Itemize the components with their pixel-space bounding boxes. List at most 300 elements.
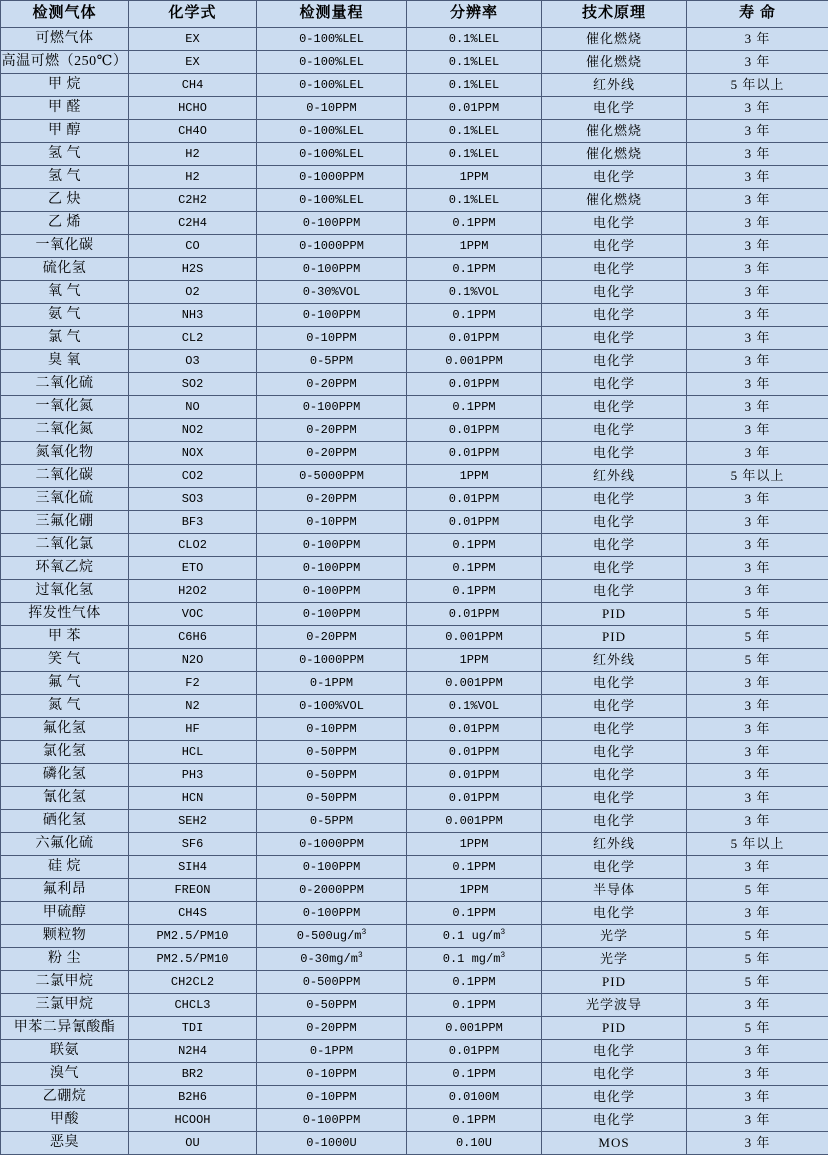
cell-lifetime: 3 年 [687, 787, 828, 810]
cell-range: 0-1000PPM [257, 649, 407, 672]
cell-resolution: 0.1PPM [407, 212, 542, 235]
cell-resolution: 0.1PPM [407, 1109, 542, 1132]
cell-resolution: 0.01PPM [407, 511, 542, 534]
table-row [1, 1063, 828, 1086]
table-row [1, 672, 828, 695]
cell-formula: FREON [129, 879, 257, 902]
cell-technology: 电化学 [542, 580, 687, 603]
cell-range: 0-10PPM [257, 1086, 407, 1109]
cell-technology: 电化学 [542, 741, 687, 764]
cell-range: 0-30%VOL [257, 281, 407, 304]
cell-resolution: 0.01PPM [407, 1040, 542, 1063]
cell-gas-name: 硫化氢 [1, 258, 129, 281]
table-row [1, 879, 828, 902]
cell-range: 0-50PPM [257, 741, 407, 764]
cell-range: 0-1000PPM [257, 833, 407, 856]
cell-range: 0-20PPM [257, 442, 407, 465]
cell-range: 0-100%LEL [257, 143, 407, 166]
cell-lifetime: 5 年 [687, 626, 828, 649]
cell-range: 0-50PPM [257, 994, 407, 1017]
table-row [1, 718, 828, 741]
cell-resolution: 0.001PPM [407, 626, 542, 649]
cell-gas-name: 硅 烷 [1, 856, 129, 879]
cell-formula: PH3 [129, 764, 257, 787]
cell-lifetime: 3 年 [687, 1040, 828, 1063]
cell-formula: SO3 [129, 488, 257, 511]
cell-technology: 光学 [542, 948, 687, 971]
cell-technology: 电化学 [542, 902, 687, 925]
cell-lifetime: 3 年 [687, 143, 828, 166]
cell-lifetime: 3 年 [687, 741, 828, 764]
cell-resolution: 0.1PPM [407, 580, 542, 603]
table-row [1, 166, 828, 189]
cell-lifetime: 3 年 [687, 902, 828, 925]
cell-lifetime: 5 年 [687, 948, 828, 971]
cell-gas-name: 乙 烯 [1, 212, 129, 235]
cell-lifetime: 3 年 [687, 1109, 828, 1132]
cell-formula: N2O [129, 649, 257, 672]
cell-technology: 电化学 [542, 718, 687, 741]
cell-resolution: 1PPM [407, 166, 542, 189]
cell-gas-name: 三氧化硫 [1, 488, 129, 511]
cell-formula: NH3 [129, 304, 257, 327]
cell-technology: 电化学 [542, 1086, 687, 1109]
table-row [1, 787, 828, 810]
cell-formula: H2S [129, 258, 257, 281]
cell-technology: 催化燃烧 [542, 120, 687, 143]
cell-formula: BF3 [129, 511, 257, 534]
cell-range: 0-100PPM [257, 580, 407, 603]
table-row [1, 120, 828, 143]
cell-formula: F2 [129, 672, 257, 695]
cell-range: 0-100PPM [257, 396, 407, 419]
cell-resolution: 0.01PPM [407, 327, 542, 350]
cell-technology: 催化燃烧 [542, 189, 687, 212]
table-row [1, 419, 828, 442]
cell-lifetime: 3 年 [687, 212, 828, 235]
cell-gas-name: 联氨 [1, 1040, 129, 1063]
cell-formula: SEH2 [129, 810, 257, 833]
cell-gas-name: 磷化氢 [1, 764, 129, 787]
table-row [1, 97, 828, 120]
cell-range: 0-100PPM [257, 258, 407, 281]
header-row [1, 1, 828, 28]
cell-resolution: 0.1PPM [407, 304, 542, 327]
cell-lifetime: 3 年 [687, 327, 828, 350]
cell-lifetime: 3 年 [687, 97, 828, 120]
cell-lifetime: 3 年 [687, 419, 828, 442]
table-row [1, 1017, 828, 1040]
cell-range: 0-100PPM [257, 212, 407, 235]
table-row [1, 1109, 828, 1132]
cell-formula: NO2 [129, 419, 257, 442]
cell-formula: SIH4 [129, 856, 257, 879]
cell-lifetime: 3 年 [687, 718, 828, 741]
cell-formula: CO2 [129, 465, 257, 488]
cell-formula: PM2.5/PM10 [129, 948, 257, 971]
cell-gas-name: 甲苯二异氰酸酯 [1, 1017, 129, 1040]
cell-lifetime: 5 年 [687, 879, 828, 902]
column-header-formula: 化学式 [129, 1, 257, 28]
cell-resolution: 0.1%LEL [407, 143, 542, 166]
cell-lifetime: 3 年 [687, 281, 828, 304]
table-row [1, 143, 828, 166]
cell-technology: 红外线 [542, 649, 687, 672]
cell-range: 0-100%LEL [257, 28, 407, 51]
cell-formula: HCOOH [129, 1109, 257, 1132]
cell-resolution: 0.001PPM [407, 1017, 542, 1040]
cell-range: 0-10PPM [257, 97, 407, 120]
cell-resolution: 0.01PPM [407, 419, 542, 442]
table-row [1, 74, 828, 97]
cell-technology: 电化学 [542, 419, 687, 442]
cell-resolution: 0.01PPM [407, 764, 542, 787]
table-row [1, 304, 828, 327]
cell-formula: TDI [129, 1017, 257, 1040]
cell-range: 0-100PPM [257, 557, 407, 580]
cell-range: 0-5PPM [257, 350, 407, 373]
cell-range: 0-100PPM [257, 1109, 407, 1132]
cell-technology: 催化燃烧 [542, 51, 687, 74]
cell-lifetime: 3 年 [687, 396, 828, 419]
cell-resolution: 0.1%LEL [407, 74, 542, 97]
cell-formula: BR2 [129, 1063, 257, 1086]
table-row [1, 281, 828, 304]
cell-gas-name: 氮氧化物 [1, 442, 129, 465]
cell-gas-name: 氟化氢 [1, 718, 129, 741]
cell-technology: 电化学 [542, 442, 687, 465]
cell-gas-name: 甲 烷 [1, 74, 129, 97]
table-row [1, 511, 828, 534]
cell-range: 0-1PPM [257, 672, 407, 695]
cell-lifetime: 3 年 [687, 189, 828, 212]
table-row [1, 649, 828, 672]
cell-technology: 电化学 [542, 787, 687, 810]
table-header [1, 1, 828, 28]
cell-lifetime: 3 年 [687, 28, 828, 51]
cell-range: $0-30mg/m^3$ [257, 948, 407, 971]
cell-resolution: 1PPM [407, 833, 542, 856]
cell-lifetime: 3 年 [687, 511, 828, 534]
cell-technology: 电化学 [542, 1109, 687, 1132]
cell-gas-name: 甲 苯 [1, 626, 129, 649]
cell-lifetime: 3 年 [687, 166, 828, 189]
cell-gas-name: 溴气 [1, 1063, 129, 1086]
cell-resolution: 0.1PPM [407, 396, 542, 419]
table-row [1, 212, 828, 235]
cell-range: 0-100%LEL [257, 74, 407, 97]
cell-lifetime: 3 年 [687, 672, 828, 695]
cell-formula: N2H4 [129, 1040, 257, 1063]
cell-range: 0-100%VOL [257, 695, 407, 718]
cell-resolution: 0.01PPM [407, 787, 542, 810]
cell-formula: H2O2 [129, 580, 257, 603]
cell-technology: 电化学 [542, 557, 687, 580]
table-row [1, 902, 828, 925]
table-row [1, 350, 828, 373]
cell-technology: 电化学 [542, 1040, 687, 1063]
cell-formula: H2 [129, 143, 257, 166]
cell-technology: 电化学 [542, 672, 687, 695]
cell-resolution: 0.1PPM [407, 994, 542, 1017]
cell-technology: 电化学 [542, 166, 687, 189]
table-row [1, 810, 828, 833]
cell-resolution: 0.1%LEL [407, 120, 542, 143]
cell-lifetime: 3 年 [687, 764, 828, 787]
table-row [1, 258, 828, 281]
table-row [1, 741, 828, 764]
cell-formula: CL2 [129, 327, 257, 350]
cell-gas-name: 氯化氢 [1, 741, 129, 764]
cell-technology: 电化学 [542, 235, 687, 258]
cell-formula: CH4 [129, 74, 257, 97]
table-row [1, 925, 828, 948]
cell-formula: CHCL3 [129, 994, 257, 1017]
cell-range: 0-100%LEL [257, 120, 407, 143]
cell-resolution: 1PPM [407, 235, 542, 258]
cell-resolution: 0.1PPM [407, 856, 542, 879]
column-header-gas: 检测气体 [1, 1, 129, 28]
cell-technology: 电化学 [542, 534, 687, 557]
cell-resolution: 0.01PPM [407, 97, 542, 120]
cell-lifetime: 3 年 [687, 695, 828, 718]
cell-range: $0-500ug/m^3$ [257, 925, 407, 948]
cell-gas-name: 二氧化硫 [1, 373, 129, 396]
cell-gas-name: 臭 氧 [1, 350, 129, 373]
table-row [1, 534, 828, 557]
cell-resolution: 0.1 $mg/m^3$ [407, 948, 542, 971]
table-body [1, 28, 828, 1155]
cell-technology: PID [542, 603, 687, 626]
cell-technology: 电化学 [542, 810, 687, 833]
cell-lifetime: 3 年 [687, 258, 828, 281]
cell-technology: PID [542, 1017, 687, 1040]
table-row [1, 1132, 828, 1155]
table-row [1, 189, 828, 212]
cell-gas-name: 氯 气 [1, 327, 129, 350]
cell-range: 0-10PPM [257, 718, 407, 741]
table-row [1, 51, 828, 74]
cell-formula: NOX [129, 442, 257, 465]
cell-range: 0-1PPM [257, 1040, 407, 1063]
cell-range: 0-50PPM [257, 764, 407, 787]
cell-technology: 电化学 [542, 373, 687, 396]
cell-lifetime: 5 年以上 [687, 74, 828, 97]
cell-formula: N2 [129, 695, 257, 718]
cell-technology: 电化学 [542, 212, 687, 235]
cell-gas-name: 甲硫醇 [1, 902, 129, 925]
cell-lifetime: 3 年 [687, 373, 828, 396]
cell-lifetime: 3 年 [687, 1086, 828, 1109]
cell-resolution: 0.01PPM [407, 488, 542, 511]
cell-resolution: 0.001PPM [407, 810, 542, 833]
cell-resolution: 1PPM [407, 879, 542, 902]
cell-lifetime: 3 年 [687, 580, 828, 603]
table-row [1, 695, 828, 718]
cell-resolution: 0.1%VOL [407, 281, 542, 304]
cell-technology: 红外线 [542, 833, 687, 856]
cell-technology: MOS [542, 1132, 687, 1155]
cell-technology: PID [542, 971, 687, 994]
cell-technology: 电化学 [542, 488, 687, 511]
cell-gas-name: 氨 气 [1, 304, 129, 327]
cell-gas-name: 笑 气 [1, 649, 129, 672]
cell-resolution: 1PPM [407, 649, 542, 672]
table-row [1, 603, 828, 626]
cell-resolution: 0.1%VOL [407, 695, 542, 718]
cell-lifetime: 5 年 [687, 649, 828, 672]
cell-formula: H2 [129, 166, 257, 189]
table-row [1, 488, 828, 511]
cell-technology: 红外线 [542, 74, 687, 97]
cell-gas-name: 氟 气 [1, 672, 129, 695]
cell-lifetime: 3 年 [687, 51, 828, 74]
cell-formula: O3 [129, 350, 257, 373]
cell-gas-name: 三氯甲烷 [1, 994, 129, 1017]
cell-range: 0-5000PPM [257, 465, 407, 488]
cell-technology: 电化学 [542, 97, 687, 120]
cell-gas-name: 二氧化氮 [1, 419, 129, 442]
cell-lifetime: 5 年 [687, 971, 828, 994]
cell-formula: C2H2 [129, 189, 257, 212]
cell-formula: HCHO [129, 97, 257, 120]
cell-range: 0-10PPM [257, 327, 407, 350]
table-row [1, 327, 828, 350]
column-header-lifetime: 寿 命 [687, 1, 828, 28]
cell-formula: EX [129, 51, 257, 74]
cell-resolution: 0.01PPM [407, 718, 542, 741]
table-row [1, 971, 828, 994]
cell-resolution: 0.1%LEL [407, 28, 542, 51]
cell-formula: CH4S [129, 902, 257, 925]
cell-formula: ETO [129, 557, 257, 580]
cell-formula: HCN [129, 787, 257, 810]
cell-lifetime: 3 年 [687, 810, 828, 833]
cell-range: 0-1000PPM [257, 166, 407, 189]
cell-formula: HCL [129, 741, 257, 764]
cell-technology: 电化学 [542, 396, 687, 419]
cell-resolution: 0.0100M [407, 1086, 542, 1109]
cell-lifetime: 5 年以上 [687, 465, 828, 488]
cell-gas-name: 甲酸 [1, 1109, 129, 1132]
cell-lifetime: 3 年 [687, 1063, 828, 1086]
cell-lifetime: 3 年 [687, 856, 828, 879]
cell-technology: 光学波导 [542, 994, 687, 1017]
cell-formula: SF6 [129, 833, 257, 856]
table-row [1, 373, 828, 396]
cell-gas-name: 氢 气 [1, 143, 129, 166]
cell-gas-name: 甲 醇 [1, 120, 129, 143]
cell-technology: 电化学 [542, 327, 687, 350]
cell-range: 0-100PPM [257, 534, 407, 557]
cell-gas-name: 氟利昂 [1, 879, 129, 902]
cell-formula: CH4O [129, 120, 257, 143]
cell-range: 0-20PPM [257, 488, 407, 511]
cell-gas-name: 高温可燃（250℃） [1, 51, 129, 74]
cell-range: 0-20PPM [257, 419, 407, 442]
cell-range: 0-100PPM [257, 856, 407, 879]
table-row [1, 28, 828, 51]
cell-formula: HF [129, 718, 257, 741]
cell-lifetime: 3 年 [687, 488, 828, 511]
cell-lifetime: 5 年以上 [687, 833, 828, 856]
cell-formula: OU [129, 1132, 257, 1155]
cell-gas-name: 可燃气体 [1, 28, 129, 51]
cell-lifetime: 5 年 [687, 603, 828, 626]
cell-formula: PM2.5/PM10 [129, 925, 257, 948]
column-header-range: 检测量程 [257, 1, 407, 28]
cell-technology: 电化学 [542, 695, 687, 718]
cell-resolution: 0.1PPM [407, 258, 542, 281]
cell-formula: CH2CL2 [129, 971, 257, 994]
cell-formula: EX [129, 28, 257, 51]
table-row [1, 1086, 828, 1109]
cell-resolution: 0.1 $ug/m^3$ [407, 925, 542, 948]
cell-resolution: 0.1%LEL [407, 189, 542, 212]
table-row [1, 465, 828, 488]
cell-gas-name: 甲 醛 [1, 97, 129, 120]
cell-formula: CO [129, 235, 257, 258]
cell-resolution: 0.1%LEL [407, 51, 542, 74]
cell-range: 0-50PPM [257, 787, 407, 810]
table-row [1, 442, 828, 465]
cell-gas-name: 颗粒物 [1, 925, 129, 948]
cell-range: 0-20PPM [257, 626, 407, 649]
cell-technology: 光学 [542, 925, 687, 948]
cell-gas-name: 乙 炔 [1, 189, 129, 212]
cell-range: 0-100PPM [257, 304, 407, 327]
cell-range: 0-100%LEL [257, 189, 407, 212]
cell-range: 0-100PPM [257, 902, 407, 925]
cell-formula: VOC [129, 603, 257, 626]
cell-range: 0-500PPM [257, 971, 407, 994]
cell-resolution: 0.1PPM [407, 534, 542, 557]
cell-gas-name: 二氧化氯 [1, 534, 129, 557]
cell-technology: 催化燃烧 [542, 28, 687, 51]
column-header-resolution: 分辨率 [407, 1, 542, 28]
cell-gas-name: 二氯甲烷 [1, 971, 129, 994]
cell-resolution: 0.001PPM [407, 350, 542, 373]
cell-range: 0-20PPM [257, 373, 407, 396]
table-row [1, 1040, 828, 1063]
cell-resolution: 0.001PPM [407, 672, 542, 695]
table-row [1, 235, 828, 258]
cell-gas-name: 氮 气 [1, 695, 129, 718]
cell-lifetime: 3 年 [687, 442, 828, 465]
cell-gas-name: 挥发性气体 [1, 603, 129, 626]
cell-gas-name: 六氟化硫 [1, 833, 129, 856]
cell-formula: O2 [129, 281, 257, 304]
cell-technology: 催化燃烧 [542, 143, 687, 166]
cell-range: 0-20PPM [257, 1017, 407, 1040]
cell-gas-name: 粉 尘 [1, 948, 129, 971]
cell-lifetime: 3 年 [687, 350, 828, 373]
cell-range: 0-1000U [257, 1132, 407, 1155]
cell-gas-name: 三氟化硼 [1, 511, 129, 534]
table-row [1, 626, 828, 649]
cell-formula: C6H6 [129, 626, 257, 649]
cell-resolution: 0.01PPM [407, 442, 542, 465]
cell-gas-name: 氧 气 [1, 281, 129, 304]
cell-technology: 电化学 [542, 511, 687, 534]
cell-formula: B2H6 [129, 1086, 257, 1109]
cell-lifetime: 3 年 [687, 120, 828, 143]
table-row [1, 764, 828, 787]
cell-resolution: 0.1PPM [407, 971, 542, 994]
cell-lifetime: 3 年 [687, 534, 828, 557]
cell-gas-name: 氢 气 [1, 166, 129, 189]
cell-technology: 电化学 [542, 350, 687, 373]
